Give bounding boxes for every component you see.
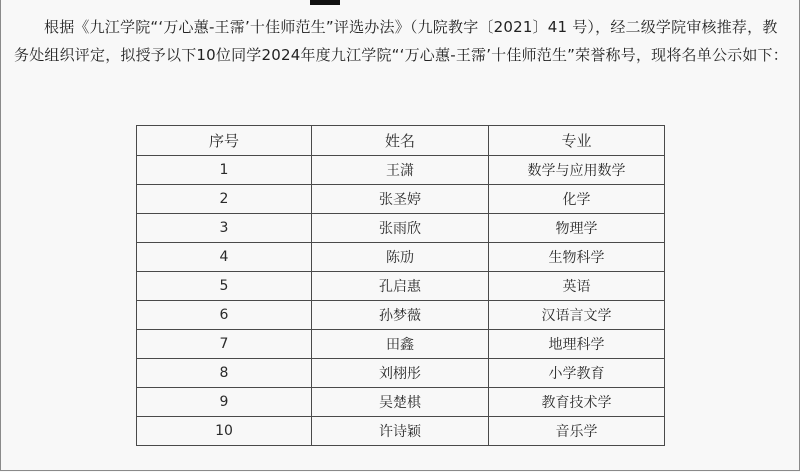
table-row	[137, 243, 665, 272]
table-row	[137, 156, 665, 185]
cell-serial-number: 2	[137, 185, 312, 214]
cell-name: 张雨欣	[312, 214, 489, 243]
cell-name: 孔启惠	[312, 272, 489, 301]
table-header-row	[137, 126, 665, 156]
cell-name: 许诗颖	[312, 417, 489, 446]
cell-name: 王潇	[312, 156, 489, 185]
honor-list-table	[136, 125, 665, 446]
table-row	[137, 301, 665, 330]
cell-major: 化学	[489, 185, 665, 214]
header-name: 姓名	[312, 126, 489, 156]
cell-major: 小学教育	[489, 359, 665, 388]
table-row	[137, 272, 665, 301]
table-row	[137, 359, 665, 388]
cell-major: 教育技术学	[489, 388, 665, 417]
cell-name: 孙梦薇	[312, 301, 489, 330]
cell-name: 张圣婷	[312, 185, 489, 214]
cell-serial-number: 4	[137, 243, 312, 272]
cell-serial-number: 3	[137, 214, 312, 243]
cell-serial-number: 10	[137, 417, 312, 446]
cell-major: 汉语言文学	[489, 301, 665, 330]
cell-serial-number: 8	[137, 359, 312, 388]
cell-major: 生物科学	[489, 243, 665, 272]
header-serial-number: 序号	[137, 126, 312, 156]
cropped-heading-fragment	[310, 0, 340, 5]
table-row	[137, 388, 665, 417]
cell-major: 物理学	[489, 214, 665, 243]
cell-name: 吴楚棋	[312, 388, 489, 417]
cell-major: 数学与应用数学	[489, 156, 665, 185]
cell-serial-number: 7	[137, 330, 312, 359]
table-row	[137, 330, 665, 359]
cell-major: 英语	[489, 272, 665, 301]
cell-serial-number: 9	[137, 388, 312, 417]
table-row	[137, 185, 665, 214]
cell-serial-number: 5	[137, 272, 312, 301]
announcement-text: 根据《九江学院“‘万心蕙-王霈’十佳师范生”评选办法》（九院教字〔2021〕41 号），经二级学院审核推荐，教务处组织评定，拟授予以下10位同学2024年度九江学院“‘万心蕙-王霈’十佳师范生”荣誉称号，现将名单公示如下：	[14, 18, 788, 64]
cell-name: 刘栩彤	[312, 359, 489, 388]
cell-major: 地理科学	[489, 330, 665, 359]
cell-serial-number: 1	[137, 156, 312, 185]
table-row	[137, 417, 665, 446]
cell-serial-number: 6	[137, 301, 312, 330]
table-row	[137, 214, 665, 243]
announcement-paragraph	[14, 13, 790, 69]
cell-name: 田鑫	[312, 330, 489, 359]
cell-name: 陈劢	[312, 243, 489, 272]
header-major: 专业	[489, 126, 665, 156]
cell-major: 音乐学	[489, 417, 665, 446]
